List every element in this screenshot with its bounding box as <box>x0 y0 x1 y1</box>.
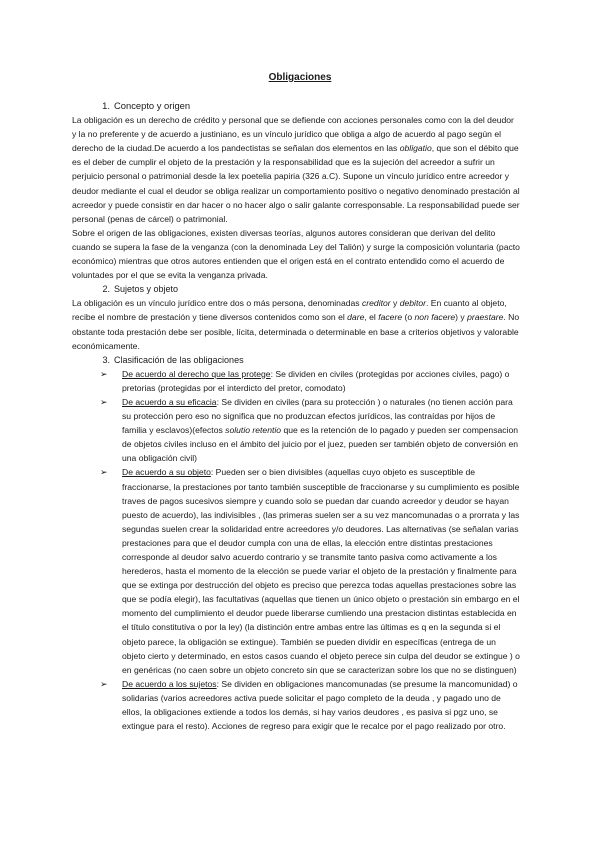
list-item <box>82 677 520 733</box>
text-run: y <box>390 298 400 309</box>
text-run: La obligación es un vínculo jurídico entre dos o más persona, denominadas <box>72 298 362 309</box>
italic-term: non facere <box>414 312 456 323</box>
italic-term: obligatio <box>399 143 432 154</box>
list-item <box>82 367 520 395</box>
underlined-term: De acuerdo al derecho que las protege <box>122 368 271 379</box>
section-heading-sujetos <box>92 282 520 296</box>
italic-term: debitor <box>399 298 426 309</box>
text-run: La obligación es un derecho de crédito y personal que se defiende con acciones personales como con la del deudor y la no preferente y de acuerdo a justiniano, es un vínculo jurídico que obliga a algo de acuerdo al pago según el derecho de la ciudad.De acuerdo a los pandectistas se señalan dos elementos en las <box>72 115 514 154</box>
text-run: . En cuanto al objeto, recibe el nombre de prestación y tiene diversos contenidos como son el <box>72 298 507 323</box>
list-item <box>82 465 520 676</box>
arrow-bullet-icon: ➢ <box>100 467 108 478</box>
text-run: . No obstante toda prestación debe ser posible, lícita, determinada o determinable en base a criterios objetivos y valorable económicamente. <box>72 312 520 351</box>
italic-term: creditor <box>361 298 391 309</box>
italic-term: facere <box>378 312 403 323</box>
section-heading-concepto <box>92 99 520 113</box>
text-run: ) y <box>455 312 468 323</box>
text-run: , el <box>364 312 379 323</box>
text-run: que es la retención de lo pagado y pueden ser compensacion de objetos civiles incluso en el ámbito del juicio por el juez, pueden ser también objeto de conversión en una obligación civil) <box>122 425 519 464</box>
underlined-term: De acuerdo a su eficacia <box>122 396 217 407</box>
section-heading-clasificacion <box>92 353 520 367</box>
italic-term: praestare <box>467 312 504 323</box>
arrow-bullet-icon: ➢ <box>100 678 108 689</box>
arrow-bullet-icon: ➢ <box>100 396 108 407</box>
document-body <box>72 99 520 733</box>
section-title: Concepto y origen <box>114 100 191 111</box>
text-run: : Se dividen en obligaciones mancomunadas (se presume la mancomunidad) o solidarias (varios acreedores activa puede solicitar el pago completo de la deuda , y pagado uno de ellos, la obligaciones extiende a todos los demás, si hay varios deudores , es pasiva si pgz uno, se extingue para el resto). Acciones de regreso para exigir que le recalce por el pago realizado por otro. <box>122 678 518 732</box>
underlined-term: De acuerdo a su objeto <box>122 467 211 478</box>
document-title: Obligaciones <box>268 72 332 83</box>
text-run: (o <box>402 312 415 323</box>
italic-term: solutio retentio <box>225 425 282 436</box>
section-title: Sujetos y objeto <box>114 284 179 295</box>
underlined-term: De acuerdo a los sujetos <box>122 678 217 689</box>
paragraph-origen: Sobre el origen de las obligaciones, existen diversas teorías, algunos autores consideran que derivan del delito cuando se supera la fase de la venganza (con la denominada Ley del Talión) y surge la composición voluntaria (pacto económico) mientras que otros autores entienden que el origen está en el contrato entendido como el acuerdo de voluntades por el que se evita la venganza privada. <box>72 227 520 281</box>
section-title: Clasificación de las obligaciones <box>114 354 244 365</box>
arrow-bullet-icon: ➢ <box>100 368 108 379</box>
italic-term: dare <box>347 312 365 323</box>
paragraph-concepto <box>72 113 520 226</box>
list-item <box>82 395 520 465</box>
classification-list <box>102 367 520 733</box>
paragraph-sujetos <box>72 296 520 352</box>
text-run: : Pueden ser o bien divisibles (aquellas cuyo objeto es susceptible de fraccionarse, la prestaciones por tanto también susceptible de fraccionarse y su cumplimiento es posible traves de pagos sucesivos siempre y cuando solo se puedan dar cuando acreedor y deudor se hayan puesto de acuerdo), las indivisibles , (las primeras suelen ser a su vez mancomunadas o a prorrata y las segundas suelen crear la solidaridad entre acreedores y/o deudores. Las alternativas (se señalan varias prestaciones para que el deudor cumpla con una de ellas, la elección entre distintas prestaciones corresponde al deudor salvo acuerdo contrario y se transmite tanto pasiva como activamente a los herederos, hasta el momento de la elección se puede variar el objeto de la prestación y finalmente para que se extinga por destrucción del objeto es preciso que perezca todas aquellas prestaciones sobre las que se podía elegir), las facultativas (aquellas que tienen un único objeto o prestación sin embargo en el momento del cumplimiento el deudor puede liberarse cumliendo una prestacion distintas establecida en el título constitutiva o por la ley) (la distinción entre ambas entre las últimas es q en la segunda si el objeto parece, la obligación se extingue). También se pueden dividir en específicas (entrega de un objeto cierto y determinado, en estos casos cuando el objeto perece sin culpa del deudor se extingue ) o en genéricas (no caen sobre un objeto concreto sin que se caracterizan sobre los que no se distinguen) <box>122 467 520 675</box>
section-number: 3. <box>102 354 110 365</box>
section-number: 2. <box>102 284 110 295</box>
text-run: , que son el débito que es el deber de cumplir el objeto de la prestación y la responsabilidad que es la sujeción del acreedor a sufrir un perjuicio personal o patrimonial desde la lex poetelia papiria (326 a.C). Supone un vínculo jurídico entre acreedor y deudor mediante el cual el deudor se obliga realizar un comportamiento positivo o negativo denominado prestación al acreedor y puede consistir en dar hacer o no hacer algo o salir galante corresponsable. La responsabilidad puede ser personal (penas de cárcel) o patrimonial. <box>72 143 520 224</box>
text-run: : Se dividen en civiles (protegidas por acciones civiles, pago) o pretorias (protegidas por el interdicto del pretor, comodato) <box>122 368 510 393</box>
section-number: 1. <box>102 100 110 111</box>
text-run: : Se dividen en civiles (para su protección ) o naturales (no tienen acción para su protección pero eso no significa que no produzcan efectos jurídicos, las contraídas por hijos de familia y esclavos)(efectos <box>122 396 513 436</box>
